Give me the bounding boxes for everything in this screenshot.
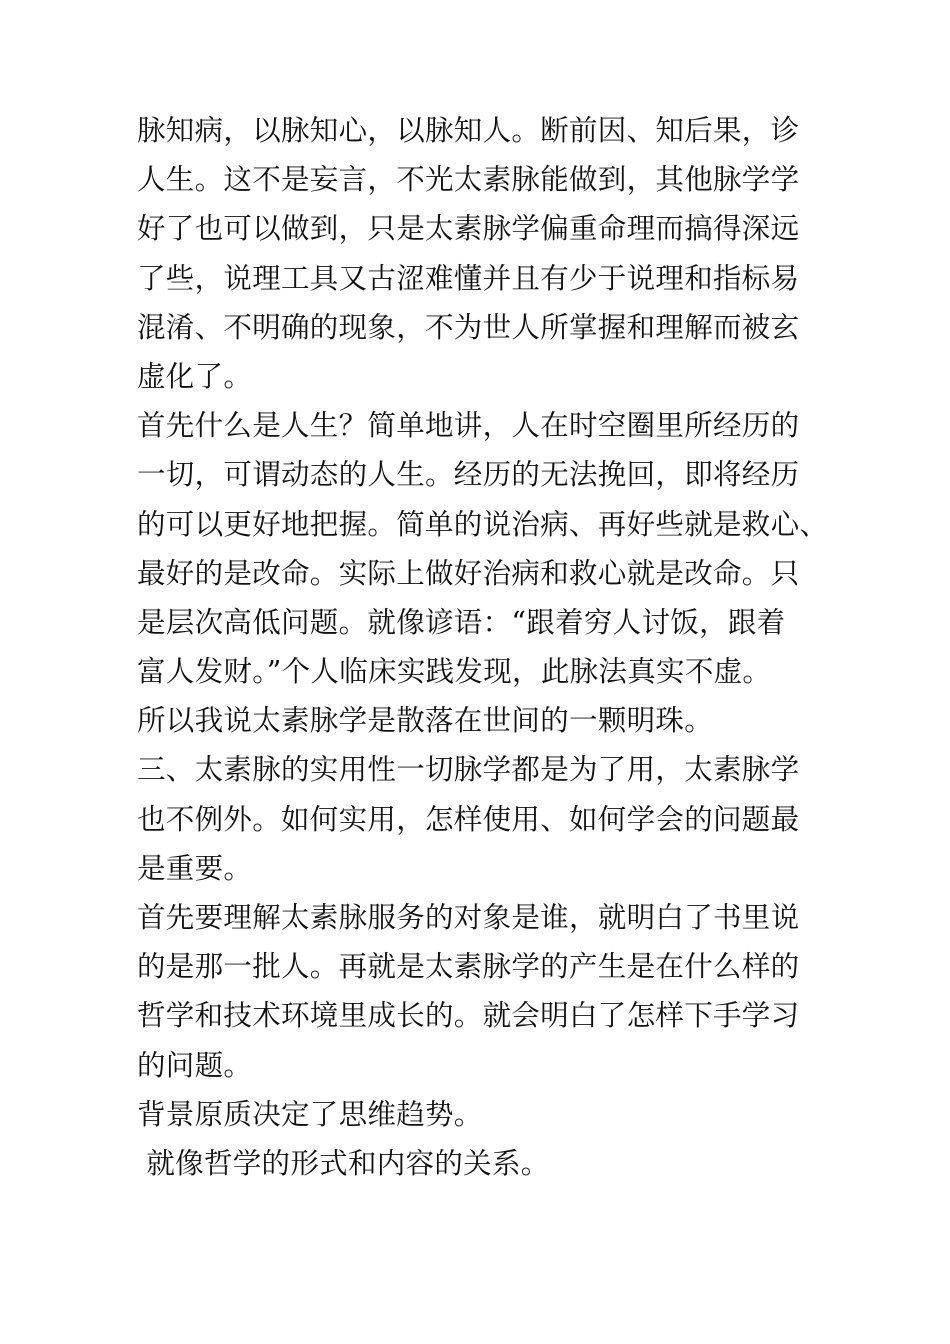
text-line: 也不例外。如何实用，怎样使用、如何学会的问题最 bbox=[137, 802, 800, 836]
text-line: 首先什么是人生？简单地讲，人在时空圈里所经历的 bbox=[137, 409, 800, 443]
text-line: 三、太素脉的实用性一切脉学都是为了用，太素脉学 bbox=[137, 753, 800, 787]
text-line: 脉知病，以脉知心，以脉知人。断前因、知后果，诊 bbox=[137, 114, 800, 147]
text-line: 了些，说理工具又古涩难懂并且有少于说理和指标易 bbox=[137, 261, 800, 295]
text-line: 就像哲学的形式和内容的关系。 bbox=[137, 1146, 550, 1180]
text-line: 好了也可以做到，只是太素脉学偏重命理而搞得深远 bbox=[137, 212, 800, 246]
text-line: 虚化了。 bbox=[137, 359, 253, 393]
text-line: 一切，可谓动态的人生。经历的无法挽回，即将经历 bbox=[137, 458, 800, 492]
text-line: 混淆、不明确的现象，不为世人所掌握和理解而被玄 bbox=[137, 310, 800, 344]
text-line: 是重要。 bbox=[137, 851, 253, 885]
text-line: 首先要理解太素脉服务的对象是谁，就明白了书里说 bbox=[137, 901, 800, 934]
text-line: 人生。这不是妄言，不光太素脉能做到，其他脉学学 bbox=[137, 163, 800, 197]
text-line: 最好的是改命。实际上做好治病和救心就是改命。只 bbox=[137, 556, 800, 590]
text-line: 的问题。 bbox=[137, 1048, 253, 1082]
text-line: 背景原质决定了思维趋势。 bbox=[137, 1097, 483, 1131]
text-line: 富人发财。”个人临床实践发现，此脉法真实不虚。 bbox=[137, 655, 772, 689]
text-line: 是层次高低问题。就像谚语：“跟着穷人讨饭，跟着 bbox=[137, 605, 786, 639]
document-body bbox=[137, 106, 837, 1188]
text-line: 哲学和技术环境里成长的。就会明白了怎样下手学习 bbox=[137, 999, 800, 1033]
text-line: 的是那一批人。再就是太素脉学的产生是在什么样的 bbox=[137, 950, 800, 984]
text-line: 所以我说太素脉学是散落在世间的一颗明珠。 bbox=[137, 704, 714, 738]
text-line: 的可以更好地把握。简单的说治病、再好些就是救心、 bbox=[137, 507, 829, 541]
